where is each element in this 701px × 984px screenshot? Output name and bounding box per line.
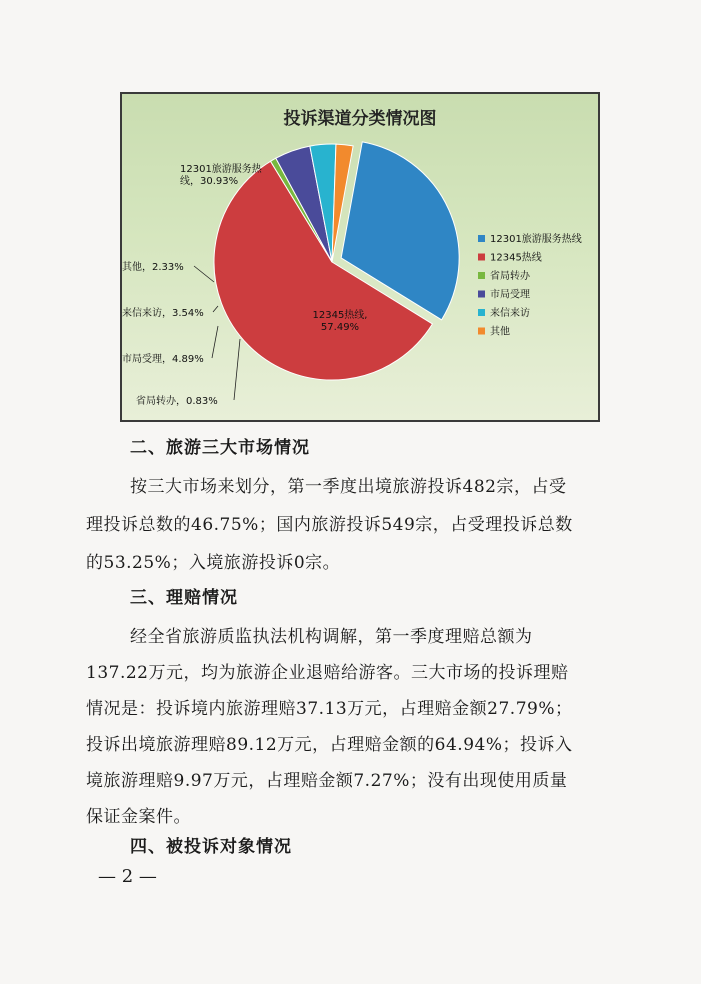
paragraph-line: 理投诉总数的46.75%；国内旅游投诉549宗，占受理投诉总数 [86,515,573,535]
chart-title: 投诉渠道分类情况图 [283,109,437,129]
legend-swatch [478,291,485,298]
slice-data-label: 市局受理，4.89% [122,354,204,365]
paragraph-line: 投诉出境旅游理赔89.12万元，占理赔金额的64.94%；投诉入 [86,735,573,755]
paragraph-line: 137.22万元，均为旅游企业退赔给游客。三大市场的投诉理赔 [86,663,569,683]
leader-line [212,326,218,358]
paragraph-line: 境旅游理赔9.97万元，占理赔金额7.27%；没有出现使用质量 [86,771,568,791]
section-heading-3: 三、理赔情况 [130,588,238,608]
paragraph-line: 保证金案件。 [86,807,191,827]
paragraph-line: 情况是：投诉境内旅游理赔37.13万元，占理赔金额27.79%； [86,699,573,719]
slice-data-label: 来信来访，3.54% [122,308,204,319]
legend-label: 市局受理 [490,289,530,301]
leader-line [234,339,240,400]
paragraph-line: 按三大市场来划分，第一季度出境旅游投诉482宗，占受 [130,477,567,497]
legend-swatch [478,309,485,316]
legend-swatch [478,235,485,242]
leader-line [194,266,214,282]
pie-chart [122,94,598,420]
slice-data-label: 12301旅游服务热线，30.93% [180,164,262,187]
section-heading-2: 二、旅游三大市场情况 [130,438,310,458]
section-heading-4: 四、被投诉对象情况 [130,837,292,857]
pie-chart-frame [120,92,600,422]
legend-swatch [478,272,485,279]
slice-data-label: 12345热线, 57.49% [312,310,368,333]
slice-data-label: 省局转办，0.83% [136,396,218,407]
leader-line [213,306,218,312]
legend-label: 12301旅游服务热线 [490,234,582,245]
legend-label: 来信来访 [490,308,530,319]
legend-label: 其他 [490,326,510,338]
legend-label: 12345热线 [490,252,542,264]
page-number: — 2 — [98,866,157,887]
paragraph-line: 的53.25%；入境旅游投诉0宗。 [86,553,341,573]
legend-swatch [478,328,485,335]
paragraph-line: 经全省旅游质监执法机构调解，第一季度理赔总额为 [130,627,533,647]
slice-data-label: 其他，2.33% [122,262,184,273]
legend-label: 省局转办 [490,271,530,282]
legend-swatch [478,254,485,261]
